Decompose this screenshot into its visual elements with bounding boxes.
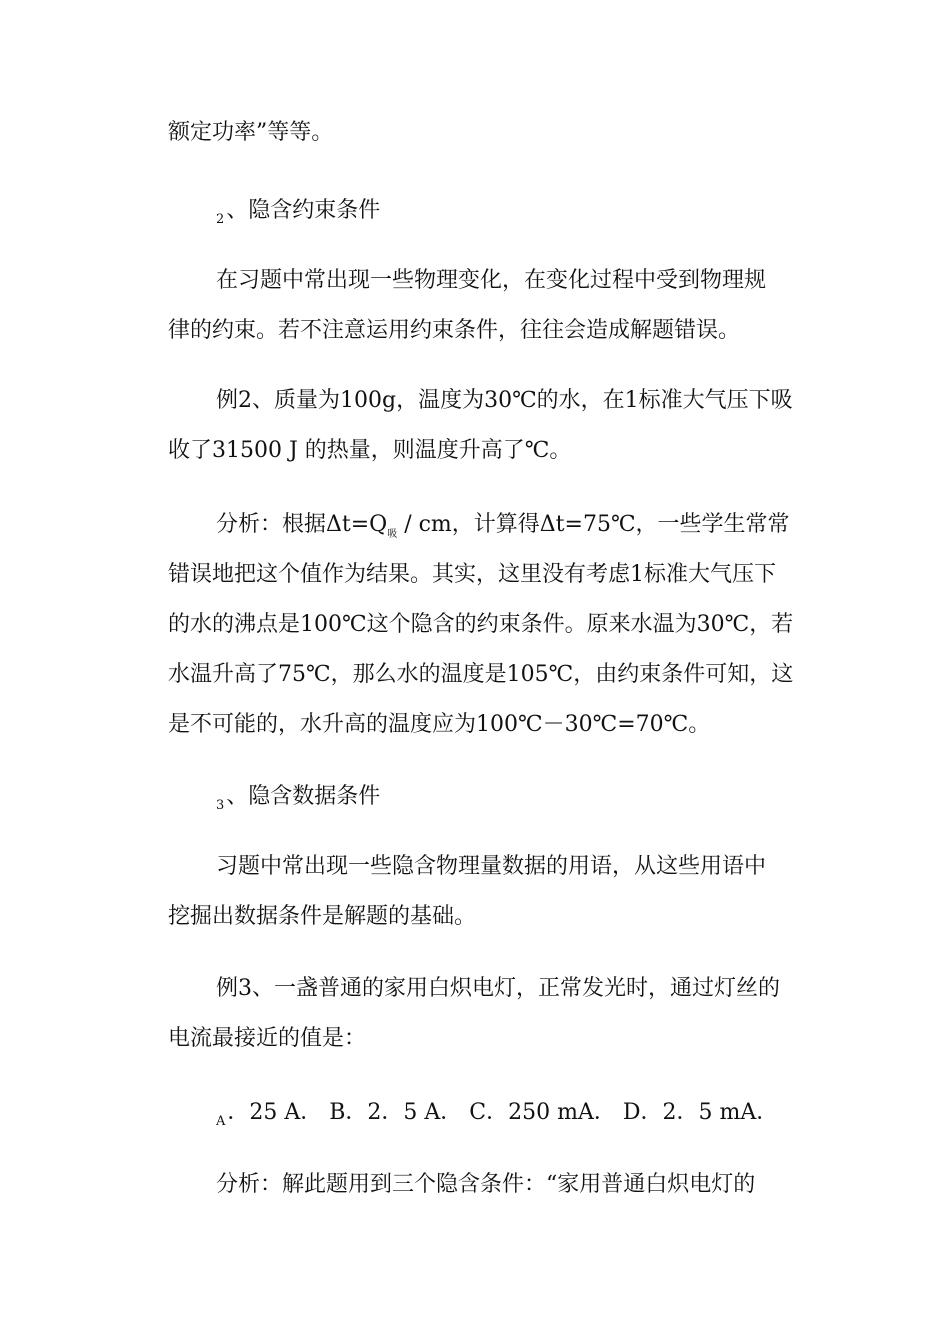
analysis-line: 分析：解此题用到三个隐含条件：“家用普通白炽电灯的 (216, 1172, 756, 1197)
subscript-absorb: 吸 (387, 529, 398, 540)
text-line: 习题中常出现一些隐含物理量数据的用语，从这些用语中 (216, 854, 767, 879)
text-line: 是不可能的，水升高的温度应为100℃－30℃=70℃。 (168, 712, 711, 737)
example-2-line-1: 例2、质量为100g，温度为30℃的水，在1标准大气压下吸 (216, 388, 793, 413)
text-line: 错误地把这个值作为结果。其实，这里没有考虑1标准大气压下 (168, 562, 776, 587)
answer-options: $_A$．25 A． B．2．5 A． C．250 mA． D．2．5 mA． (216, 1100, 779, 1129)
section-heading-2: $_2$、隐含约束条件 (216, 198, 381, 227)
section-number: 2 (216, 212, 225, 227)
example-3-line-2: 电流最接近的值是： (168, 1026, 367, 1051)
text-line: 的水的沸点是100℃这个隐含的约束条件。原来水温为30℃，若 (168, 612, 794, 637)
section-heading-3: $_3$、隐含数据条件 (216, 784, 381, 813)
text-line: 额定功率”等等。 (168, 120, 334, 145)
text-line: 在习题中常出现一些物理变化，在变化过程中受到物理规 (216, 268, 767, 293)
text-line: 律的约束。若不注意运用约束条件，往往会造成解题错误。 (168, 318, 741, 343)
text-line: 挖掘出数据条件是解题的基础。 (168, 904, 477, 929)
analysis-line-1: 分析：根据$\Delta t=Q_吸$ / cm，计算得Δt=75℃，一些学生常常 (216, 512, 790, 540)
example-2-line-2: 收了31500 J 的热量，则温度升高了℃。 (168, 438, 572, 463)
example-3-line-1: 例3、一盏普通的家用白炽电灯，正常发光时，通过灯丝的 (216, 976, 780, 1001)
option-a-label: A (216, 1114, 226, 1129)
section-number: 3 (216, 798, 225, 813)
text-line: 水温升高了75℃，那么水的温度是105℃，由约束条件可知，这 (168, 662, 794, 687)
